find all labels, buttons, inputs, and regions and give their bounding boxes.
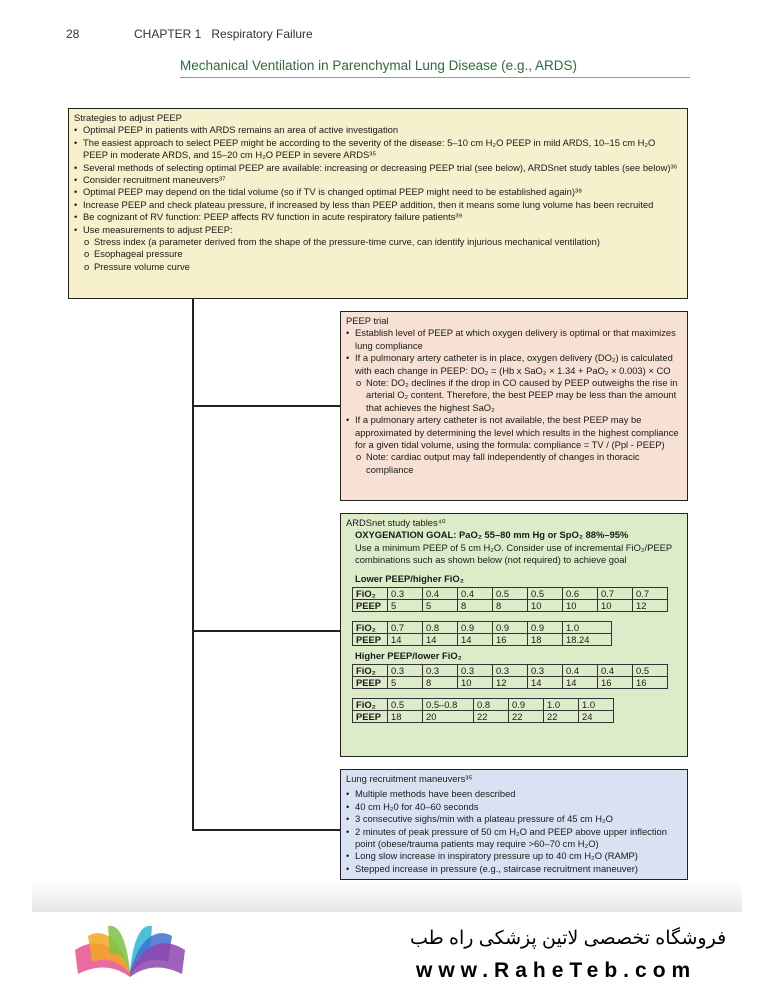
ardsnet-box	[340, 513, 688, 757]
row-header: FiO₂	[353, 699, 388, 711]
table-cell: 0.9	[509, 699, 544, 711]
table-cell: 20	[423, 711, 474, 723]
table-cell: 16	[633, 677, 668, 689]
list-item: • Long slow increase in inspiratory pressure up to 40 cm H₂O (RAMP)	[346, 850, 682, 862]
list-item	[346, 414, 682, 476]
page-bottom-shadow	[32, 880, 742, 912]
table-cell: 0.8	[423, 622, 458, 634]
shop-url: www.RaheTeb.com	[416, 959, 697, 982]
table-cell: 24	[579, 711, 614, 723]
table-cell: 18	[388, 711, 423, 723]
table-cell: 8	[423, 677, 458, 689]
table-row	[353, 600, 668, 612]
ardsnet-title: ARDSnet study tables⁴⁰	[346, 517, 446, 528]
table-cell: 18	[528, 634, 563, 646]
table-cell: 1.0	[544, 699, 579, 711]
table-cell: 5	[388, 600, 423, 612]
table-row	[353, 634, 612, 646]
table-cell: 1.0	[563, 622, 612, 634]
peep-trial-list	[346, 327, 682, 476]
table-cell: 0.3	[388, 588, 423, 600]
table-cell: 14	[388, 634, 423, 646]
list-item: • Stepped increase in pressure (e.g., staircase recruitment maneuver)	[346, 863, 682, 875]
flow-connector-vertical	[192, 299, 194, 830]
list-item: • Several methods of selecting optimal PEEP are available: increasing or decreasing PEEP trial (see below), ARDSnet study tables (see below)³⁶	[74, 162, 682, 174]
page-number: 28	[66, 27, 80, 41]
list-item: • Optimal PEEP may depend on the tidal volume (so if TV is changed optimal PEEP might need to be established again)³⁸	[74, 186, 682, 198]
table-cell: 12	[493, 677, 528, 689]
row-header: FiO₂	[353, 665, 388, 677]
strategies-box	[68, 108, 688, 299]
table-cell: 0.4	[423, 588, 458, 600]
peep-trial-box	[340, 311, 688, 501]
row-header: PEEP	[353, 677, 388, 689]
table-cell: 0.3	[493, 665, 528, 677]
list-item: • 40 cm H₂0 for 40–60 seconds	[346, 801, 682, 813]
table-cell: 8	[458, 600, 493, 612]
sub-list-item: o Pressure volume curve	[84, 261, 682, 273]
table-cell: 0.3	[388, 665, 423, 677]
table-cell: 0.3	[423, 665, 458, 677]
table-cell: 0.4	[598, 665, 633, 677]
table-cell: 1.0	[579, 699, 614, 711]
row-header: PEEP	[353, 711, 388, 723]
table-row	[353, 665, 668, 677]
table-cell: 22	[509, 711, 544, 723]
table-cell: 0.3	[458, 665, 493, 677]
table-row	[353, 699, 614, 711]
open-book-logo-icon	[70, 922, 190, 982]
flow-connector-ardsnet	[192, 630, 340, 632]
shop-name: فروشگاه تخصصی لاتین پزشکی راه طب	[410, 928, 727, 949]
list-item: • 2 minutes of peak pressure of 50 cm H₂O and PEEP above upper inflection point (obese/trauma patients may require >60–70 cm H₂O)	[346, 826, 682, 851]
sub-list-item: o Stress index (a parameter derived from the shape of the pressure-time curve, can identify injurious mechanical ventilation)	[84, 236, 682, 248]
table-cell: 0.4	[458, 588, 493, 600]
table-row	[353, 622, 612, 634]
table-cell: 22	[474, 711, 509, 723]
table-cell: 0.8	[474, 699, 509, 711]
sub-list-item: o Note: cardiac output may fall independently of changes in thoracic compliance	[356, 451, 682, 476]
table-cell: 0.4	[563, 665, 598, 677]
row-header: PEEP	[353, 634, 388, 646]
table-cell: 22	[544, 711, 579, 723]
lower-peep-table-1	[352, 587, 668, 612]
table-cell: 0.5–0.8	[423, 699, 474, 711]
recruitment-list	[346, 788, 682, 875]
table-cell: 0.7	[388, 622, 423, 634]
table-cell: 0.9	[493, 622, 528, 634]
list-item: • Consider recruitment maneuvers³⁷	[74, 174, 682, 186]
row-header: FiO₂	[353, 622, 388, 634]
sub-list-item: o Esophageal pressure	[84, 248, 682, 260]
table-cell: 10	[563, 600, 598, 612]
measurement-sublist	[74, 236, 682, 273]
table-cell: 0.6	[563, 588, 598, 600]
list-item-text: If a pulmonary artery catheter is not available, the best PEEP may be approximated by determining the level which results in the highest compliance for a given tidal volume, using the formula: compliance = TV / (Ppl - PEEP)	[355, 414, 679, 451]
table-cell: 0.9	[528, 622, 563, 634]
strategies-list	[74, 124, 682, 273]
higher-peep-table-1	[352, 664, 668, 689]
table-cell: 0.5	[493, 588, 528, 600]
table-cell: 14	[423, 634, 458, 646]
list-item-text: Use measurements to adjust PEEP:	[83, 223, 233, 235]
oxygenation-goal: OXYGENATION GOAL: PaO₂ 55–80 mm Hg or SpO₂ 88%–95%	[355, 529, 629, 541]
flow-connector-recruitment	[192, 829, 340, 831]
peep-trial-sublist	[355, 451, 682, 476]
table-cell: 5	[388, 677, 423, 689]
table-cell: 10	[458, 677, 493, 689]
table-row	[353, 588, 668, 600]
oxygenation-goal-description: Use a minimum PEEP of 5 cm H₂O. Consider use of incremental FiO₂/PEEP combinations such as shown below (not required) to achieve goal	[355, 541, 672, 566]
list-item: • Multiple methods have been described	[346, 788, 682, 800]
table-cell: 0.7	[633, 588, 668, 600]
title-divider	[180, 77, 690, 78]
table-cell: 14	[528, 677, 563, 689]
page-title: Mechanical Ventilation in Parenchymal Lung Disease (e.g., ARDS)	[180, 58, 577, 73]
row-header: FiO₂	[353, 588, 388, 600]
list-item-text: If a pulmonary artery catheter is in place, oxygen delivery (DO₂) is calculated with each change in PEEP: DO₂ = (Hb x SaO₂ × 1.34 + PaO₂ × 0.003) × CO	[355, 352, 673, 376]
table-cell: 0.3	[528, 665, 563, 677]
flow-connector-peep-trial	[192, 405, 340, 407]
list-item: • Be cognizant of RV function: PEEP affects RV function in acute respiratory failure patients³⁹	[74, 211, 682, 223]
row-header: PEEP	[353, 600, 388, 612]
table-cell: 0.7	[598, 588, 633, 600]
table-cell: 10	[528, 600, 563, 612]
list-item: • 3 consecutive sighs/min with a plateau pressure of 45 cm H₂O	[346, 813, 682, 825]
table-cell: 0.5	[388, 699, 423, 711]
peep-trial-sublist	[355, 377, 682, 414]
table-cell: 16	[493, 634, 528, 646]
strategies-title: Strategies to adjust PEEP	[74, 112, 182, 123]
table-cell: 5	[423, 600, 458, 612]
list-item: • The easiest approach to select PEEP might be according to the severity of the disease: 5–10 cm H₂O PEEP in mild ARDS, 10–15 cm H₂O PEEP in moderate ARDS, and 15–20 cm H₂O PEEP in severe ARDS³⁵	[74, 137, 682, 162]
table-cell: 10	[598, 600, 633, 612]
table-cell: 18.24	[563, 634, 612, 646]
list-item: • Establish level of PEEP at which oxygen delivery is optimal or that maximizes lung compliance	[346, 327, 682, 352]
chapter-label: CHAPTER 1 Respiratory Failure	[134, 27, 313, 41]
recruitment-title: Lung recruitment maneuvers³⁵	[346, 773, 473, 784]
table-cell: 0.5	[633, 665, 668, 677]
table-cell: 14	[458, 634, 493, 646]
higher-peep-heading: Higher PEEP/lower FiO₂	[355, 650, 462, 662]
table-row	[353, 677, 668, 689]
list-item: • Optimal PEEP in patients with ARDS remains an area of active investigation	[74, 124, 682, 136]
table-row	[353, 711, 614, 723]
peep-trial-title: PEEP trial	[346, 315, 389, 326]
list-item: • Increase PEEP and check plateau pressure, if increased by less than PEEP addition, then it means some lung volume has been recruited	[74, 199, 682, 211]
table-cell: 0.5	[528, 588, 563, 600]
table-cell: 16	[598, 677, 633, 689]
lower-peep-heading: Lower PEEP/higher FiO₂	[355, 572, 464, 584]
sub-list-item: o Note: DO₂ declines if the drop in CO caused by PEEP outweighs the rise in arterial O₂ content. Therefore, the best PEEP may be less than the amount that achieves the highest SaO₂	[356, 377, 682, 414]
table-cell: 14	[563, 677, 598, 689]
table-cell: 0.9	[458, 622, 493, 634]
table-cell: 8	[493, 600, 528, 612]
higher-peep-table-2	[352, 698, 614, 723]
list-item	[74, 224, 682, 274]
recruitment-box	[340, 769, 688, 880]
page-header	[66, 27, 706, 45]
lower-peep-table-2	[352, 621, 612, 646]
table-cell: 12	[633, 600, 668, 612]
list-item	[346, 352, 682, 414]
